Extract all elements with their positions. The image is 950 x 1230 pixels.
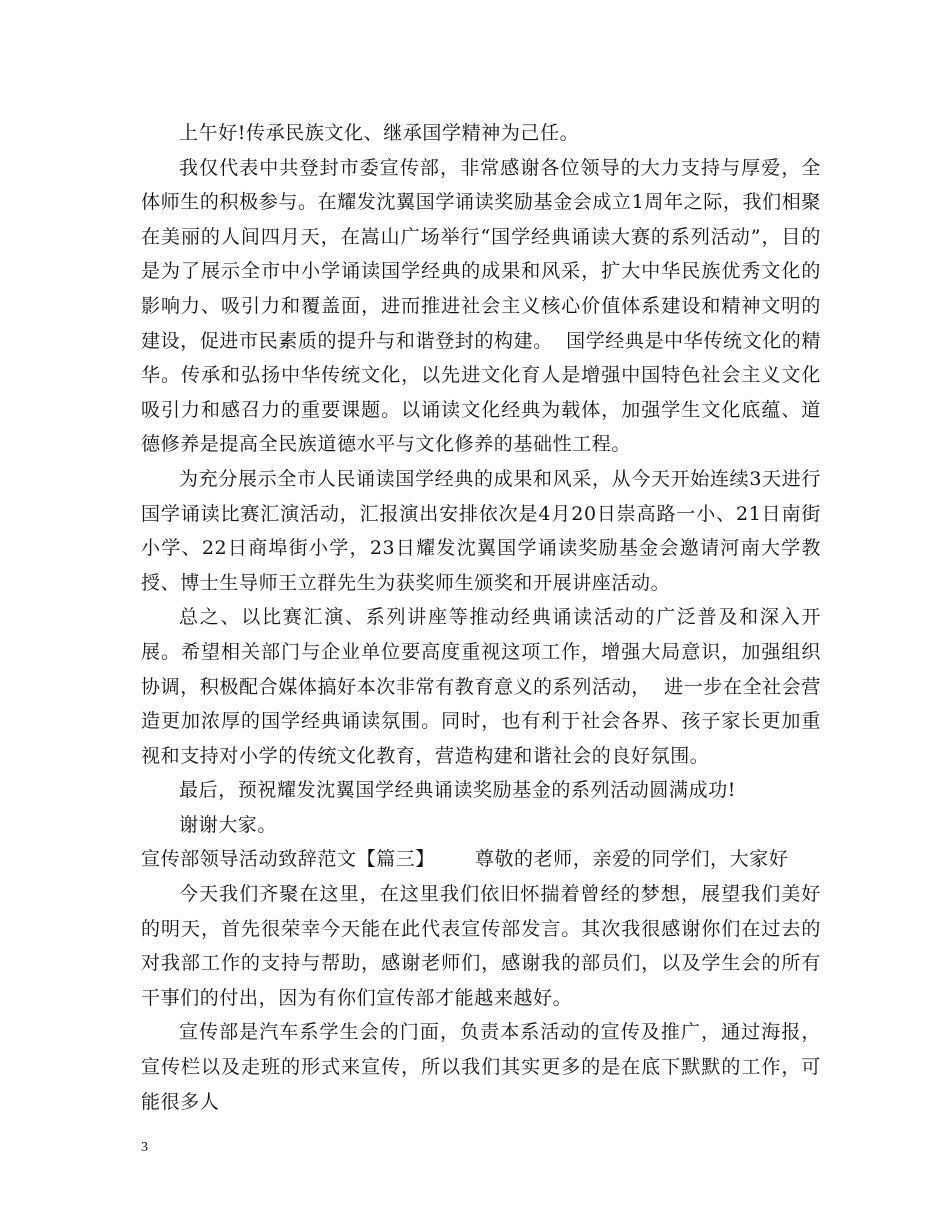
- paragraph-greeting: 上午好!传承民族文化、继承国学精神为己任。: [179, 122, 580, 144]
- section-heading-part-three: 宣传部领导活动致辞范文【篇三】 尊敬的老师，亲爱的同学们，大家好: [141, 848, 789, 871]
- paragraph-thanks: 我仅代表中共登封市委宣传部，非常感谢各位领导的大力支持与厚爱，全体师生的积极参与。在耀发沈翼国学诵读奖励基金会成立1周年之际，我们相聚在美丽的人间四月天，在嵩山广场举行“国学经典诵读大赛的系列活动”，目的是为了展示全市中小学诵读国学经典的成果和风采，扩大中华民族优秀文化的影响力、吸引力和覆盖面，进而推进社会主义核心价值体系建设和精神文明的建设，促进市民素质的提升与和谐登封的构建。 国学经典是中华传统文化的精华。传承和弘扬中华传统文化，以先进文化育人是增强中国特色社会主义文化吸引力和感召力的重要课题。以诵读文化经典为载体，加强学生文化底蕴、道德修养是提高全民族道德水平与文化修养的基础性工程。: [141, 156, 821, 456]
- paragraph-schedule: 为充分展示全市人民诵读国学经典的成果和风采，从今天开始连续3天进行国学诵读比赛汇演活动，汇报演出安排依次是4月20日崇高路一小、21日南街小学、22日商埠街小学，23日耀发沈翼国学诵读奖励基金会邀请河南大学教授、博士生导师王立群先生为获奖师生颁奖和开展讲座活动。: [141, 467, 821, 594]
- paragraph-closing-wish: 最后，预祝耀发沈翼国学经典诵读奖励基金的系列活动圆满成功!: [179, 779, 737, 802]
- paragraph-department-role: 宣传部是汽车系学生会的门面，负责本系活动的宣传及推广，通过海报，宣传栏以及走班的形式来宣传，所以我们其实更多的是在底下默默的工作，可能很多人: [141, 1021, 821, 1113]
- paragraph-summary: 总之、以比赛汇演、系列讲座等推动经典诵读活动的广泛普及和深入开展。希望相关部门与企业单位要高度重视这项工作，增强大局意识，加强组织协调，积极配合媒体搞好本次非常有教育意义的系列活动， 进一步在全社会营造更加浓厚的国学经典诵读氛围。同时，也有利于社会各界、孩子家长更加重视和支持对小学的传统文化教育，营造构建和谐社会的良好氛围。: [141, 606, 821, 767]
- page-number: 3: [141, 1140, 148, 1155]
- document-body: [141, 116, 821, 1119]
- paragraph-thank-you: 谢谢大家。: [179, 813, 278, 836]
- paragraph-gathering: 今天我们齐聚在这里，在这里我们依旧怀揣着曾经的梦想，展望我们美好的明天，首先很荣幸今天能在此代表宣传部发言。其次我很感谢你们在过去的对我部工作的支持与帮助，感谢老师们，感谢我的部员们，以及学生会的所有干事们的付出，因为有你们宣传部才能越来越好。: [141, 883, 821, 1009]
